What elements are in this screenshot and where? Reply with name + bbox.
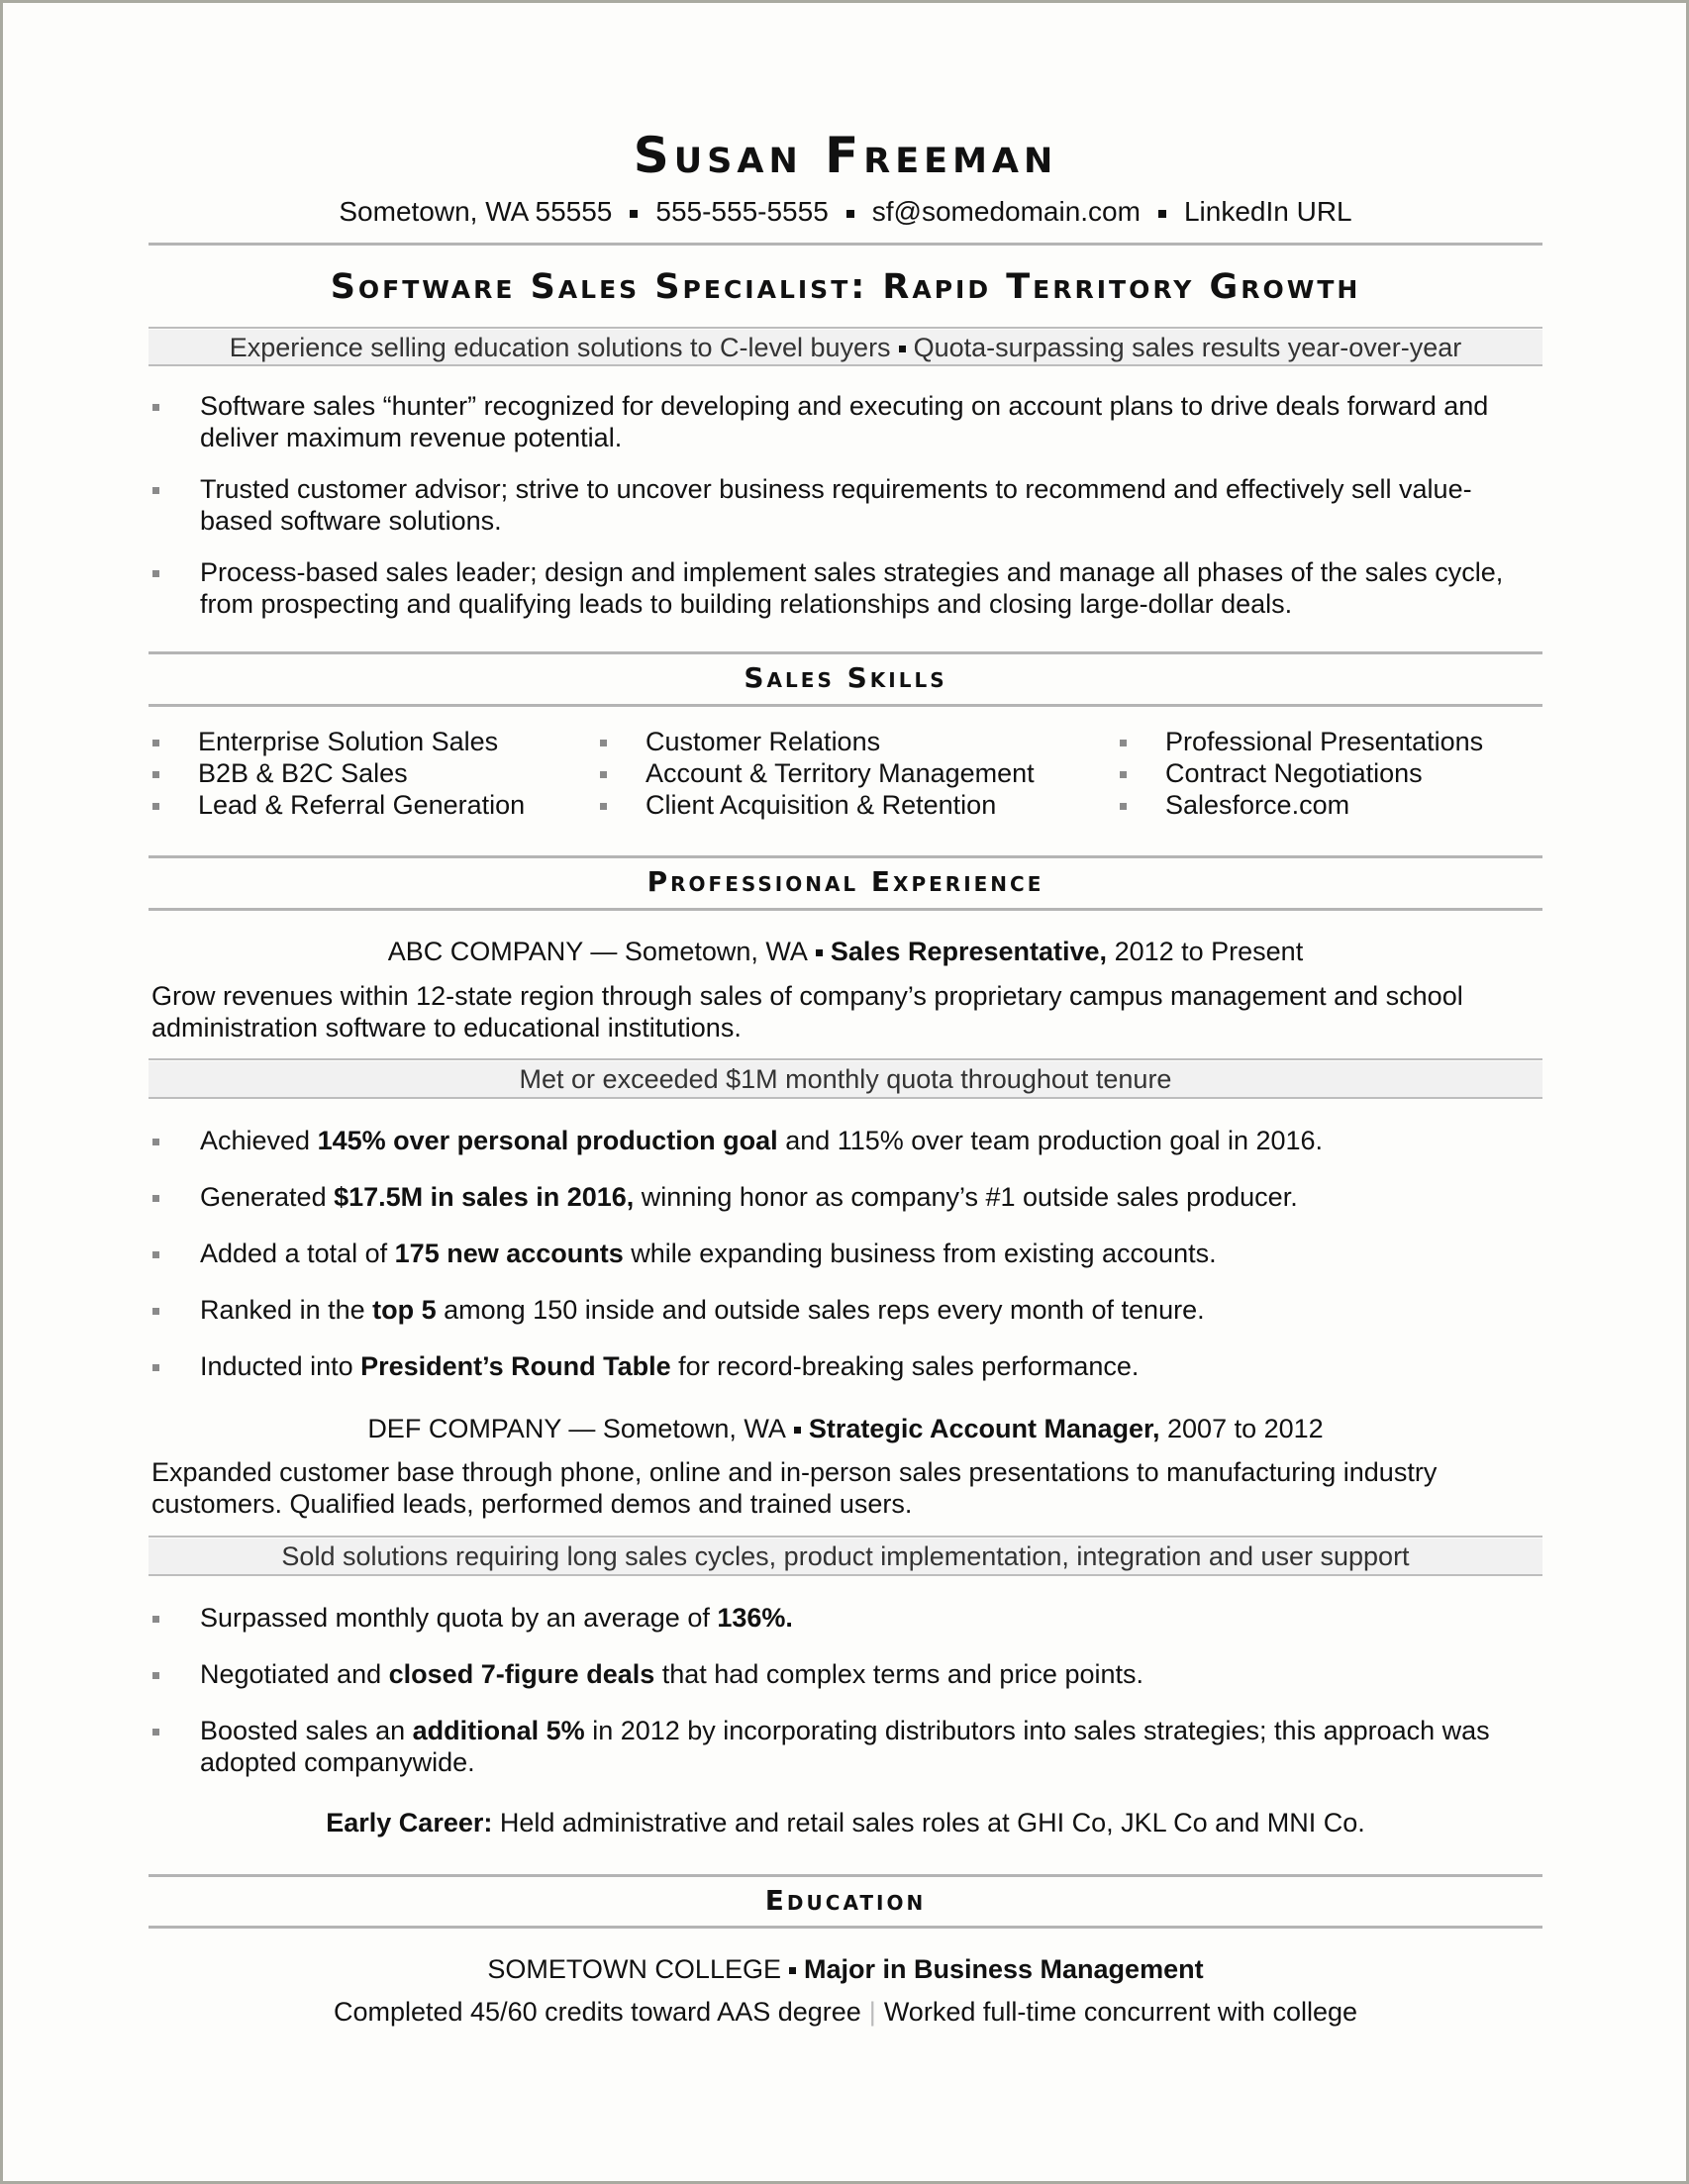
job-description: Expanded customer base through phone, online and in-person sales presentations to manufacturing industry customers. Qualified leads, performed demos and trained users. [151,1457,1438,1519]
separator-icon [1158,210,1166,218]
list-item: Software sales “hunter” recognized for developing and executing on account plans to drive deals forward and deliver maximum revenue potential. [149,390,1542,453]
separator-icon [789,1967,796,1974]
skill-item: Customer Relations [596,726,1035,757]
skill-item: Professional Presentations [1116,726,1483,757]
list-item: Added a total of 175 new accounts while expanding business from existing accounts. [149,1238,1542,1269]
skill-item: B2B & B2C Sales [149,757,525,789]
list-item: Negotiated and closed 7-figure deals that had complex terms and price points. [149,1658,1542,1690]
skill-item: Client Acquisition & Retention [596,789,1035,821]
bullet-icon [152,771,159,778]
candidate-name: Susan Freeman [633,127,1058,184]
education-detail-line [149,1997,1542,2028]
separator-icon [816,949,823,956]
pipe-separator: | [868,1997,876,2027]
bullet-icon [152,1729,159,1736]
job-header [149,1414,1542,1444]
tagline-right: Quota-surpassing sales results year-over-year [913,333,1462,362]
section-title-education: Education [764,1884,927,1917]
skill-item: Contract Negotiations [1116,757,1483,789]
divider [149,1058,1542,1060]
bullet-icon [152,1616,159,1623]
bullet-icon [152,487,159,494]
bullet-icon [1120,771,1127,778]
job-company: DEF COMPANY — Sometown, WA [367,1414,786,1443]
divider [149,704,1542,707]
education-detail-right: Worked full-time concurrent with college [883,1997,1358,2027]
divider [149,855,1542,858]
education-major: Major in Business Management [803,1954,1204,1984]
job-header [149,937,1542,967]
job-company: ABC COMPANY — Sometown, WA [387,937,808,966]
tagline-left: Experience selling education solutions to C-level buyers [229,333,891,362]
list-item: Surpassed monthly quota by an average of 136%. [149,1602,1542,1634]
tagline-band [149,330,1542,366]
skill-item: Enterprise Solution Sales [149,726,525,757]
bullet-icon [152,740,159,746]
skills-column [596,726,1035,821]
contact-email[interactable]: sf@somedomain.com [871,196,1141,227]
divider [149,1926,1542,1929]
divider [149,1874,1542,1877]
education-school: SOMETOWN COLLEGE [487,1954,781,1984]
section-title-experience: Professional Experience [646,865,1044,898]
summary-list [149,390,1542,620]
section-title-skills: Sales Skills [744,661,947,694]
contact-location: Sometown, WA 55555 [339,196,613,227]
bullet-icon [1120,803,1127,810]
list-item: Trusted customer advisor; strive to uncover business requirements to recommend and effectively sell value-based software solutions. [149,473,1542,537]
bullet-icon [600,740,607,746]
job-highlight: Met or exceeded $1M monthly quota throughout tenure [149,1061,1542,1098]
job-achievements [149,1602,1542,1778]
list-item: Boosted sales an additional 5% in 2012 by incorporating distributors into sales strategies; this approach was adopted companywide. [149,1715,1542,1778]
early-career [149,1808,1542,1838]
job-highlight: Sold solutions requiring long sales cycles, product implementation, integration and user support [149,1539,1542,1575]
divider [149,327,1542,329]
list-item: Process-based sales leader; design and implement sales strategies and manage all phases of the sales cycle, from prospecting and qualifying leads to building relationships and closing large-dollar deals. [149,556,1542,620]
bullet-icon [152,1364,159,1371]
skills-column [1116,726,1483,821]
education-school-line [149,1954,1542,1985]
job-achievements [149,1125,1542,1382]
job-dates: 2007 to 2012 [1167,1414,1324,1443]
job-role: Sales Representative, [830,937,1108,966]
list-item: Inducted into President’s Round Table for record-breaking sales performance. [149,1350,1542,1382]
divider [149,364,1542,366]
education-detail-left: Completed 45/60 credits toward AAS degree [333,1997,861,2027]
contact-linkedin[interactable]: LinkedIn URL [1183,196,1352,227]
headline: Software Sales Specialist: Rapid Territory Growth [330,267,1361,307]
bullet-icon [152,1251,159,1258]
bullet-icon [152,1672,159,1679]
bullet-icon [152,570,159,577]
skill-item: Lead & Referral Generation [149,789,525,821]
divider [149,1536,1542,1538]
bullet-icon [152,1139,159,1145]
divider [149,243,1542,246]
divider [149,1097,1542,1099]
bullet-icon [600,803,607,810]
bullet-icon [1120,740,1127,746]
divider [149,651,1542,654]
bullet-icon [600,771,607,778]
early-career-text: Held administrative and retail sales roles at GHI Co, JKL Co and MNI Co. [492,1808,1365,1837]
bullet-icon [152,1195,159,1202]
bullet-icon [152,404,159,411]
separator-icon [630,210,638,218]
divider [149,908,1542,911]
job-dates: 2012 to Present [1114,937,1304,966]
separator-icon [794,1427,801,1434]
bullet-icon [152,1308,159,1315]
skill-item: Account & Territory Management [596,757,1035,789]
skills-column [149,726,525,821]
list-item: Generated $17.5M in sales in 2016, winning honor as company’s #1 outside sales producer. [149,1181,1542,1213]
separator-icon [899,346,906,352]
job-role: Strategic Account Manager, [808,1414,1160,1443]
skill-item: Salesforce.com [1116,789,1483,821]
separator-icon [846,210,854,218]
list-item: Ranked in the top 5 among 150 inside and outside sales reps every month of tenure. [149,1294,1542,1326]
contact-phone: 555-555-5555 [655,196,829,227]
contact-line [149,196,1542,228]
bullet-icon [152,803,159,810]
list-item: Achieved 145% over personal production goal and 115% over team production goal in 2016. [149,1125,1542,1156]
job-description: Grow revenues within 12-state region through sales of company’s proprietary campus management and school administration software to educational institutions. [151,981,1463,1042]
early-career-label: Early Career: [326,1808,493,1837]
divider [149,1574,1542,1576]
